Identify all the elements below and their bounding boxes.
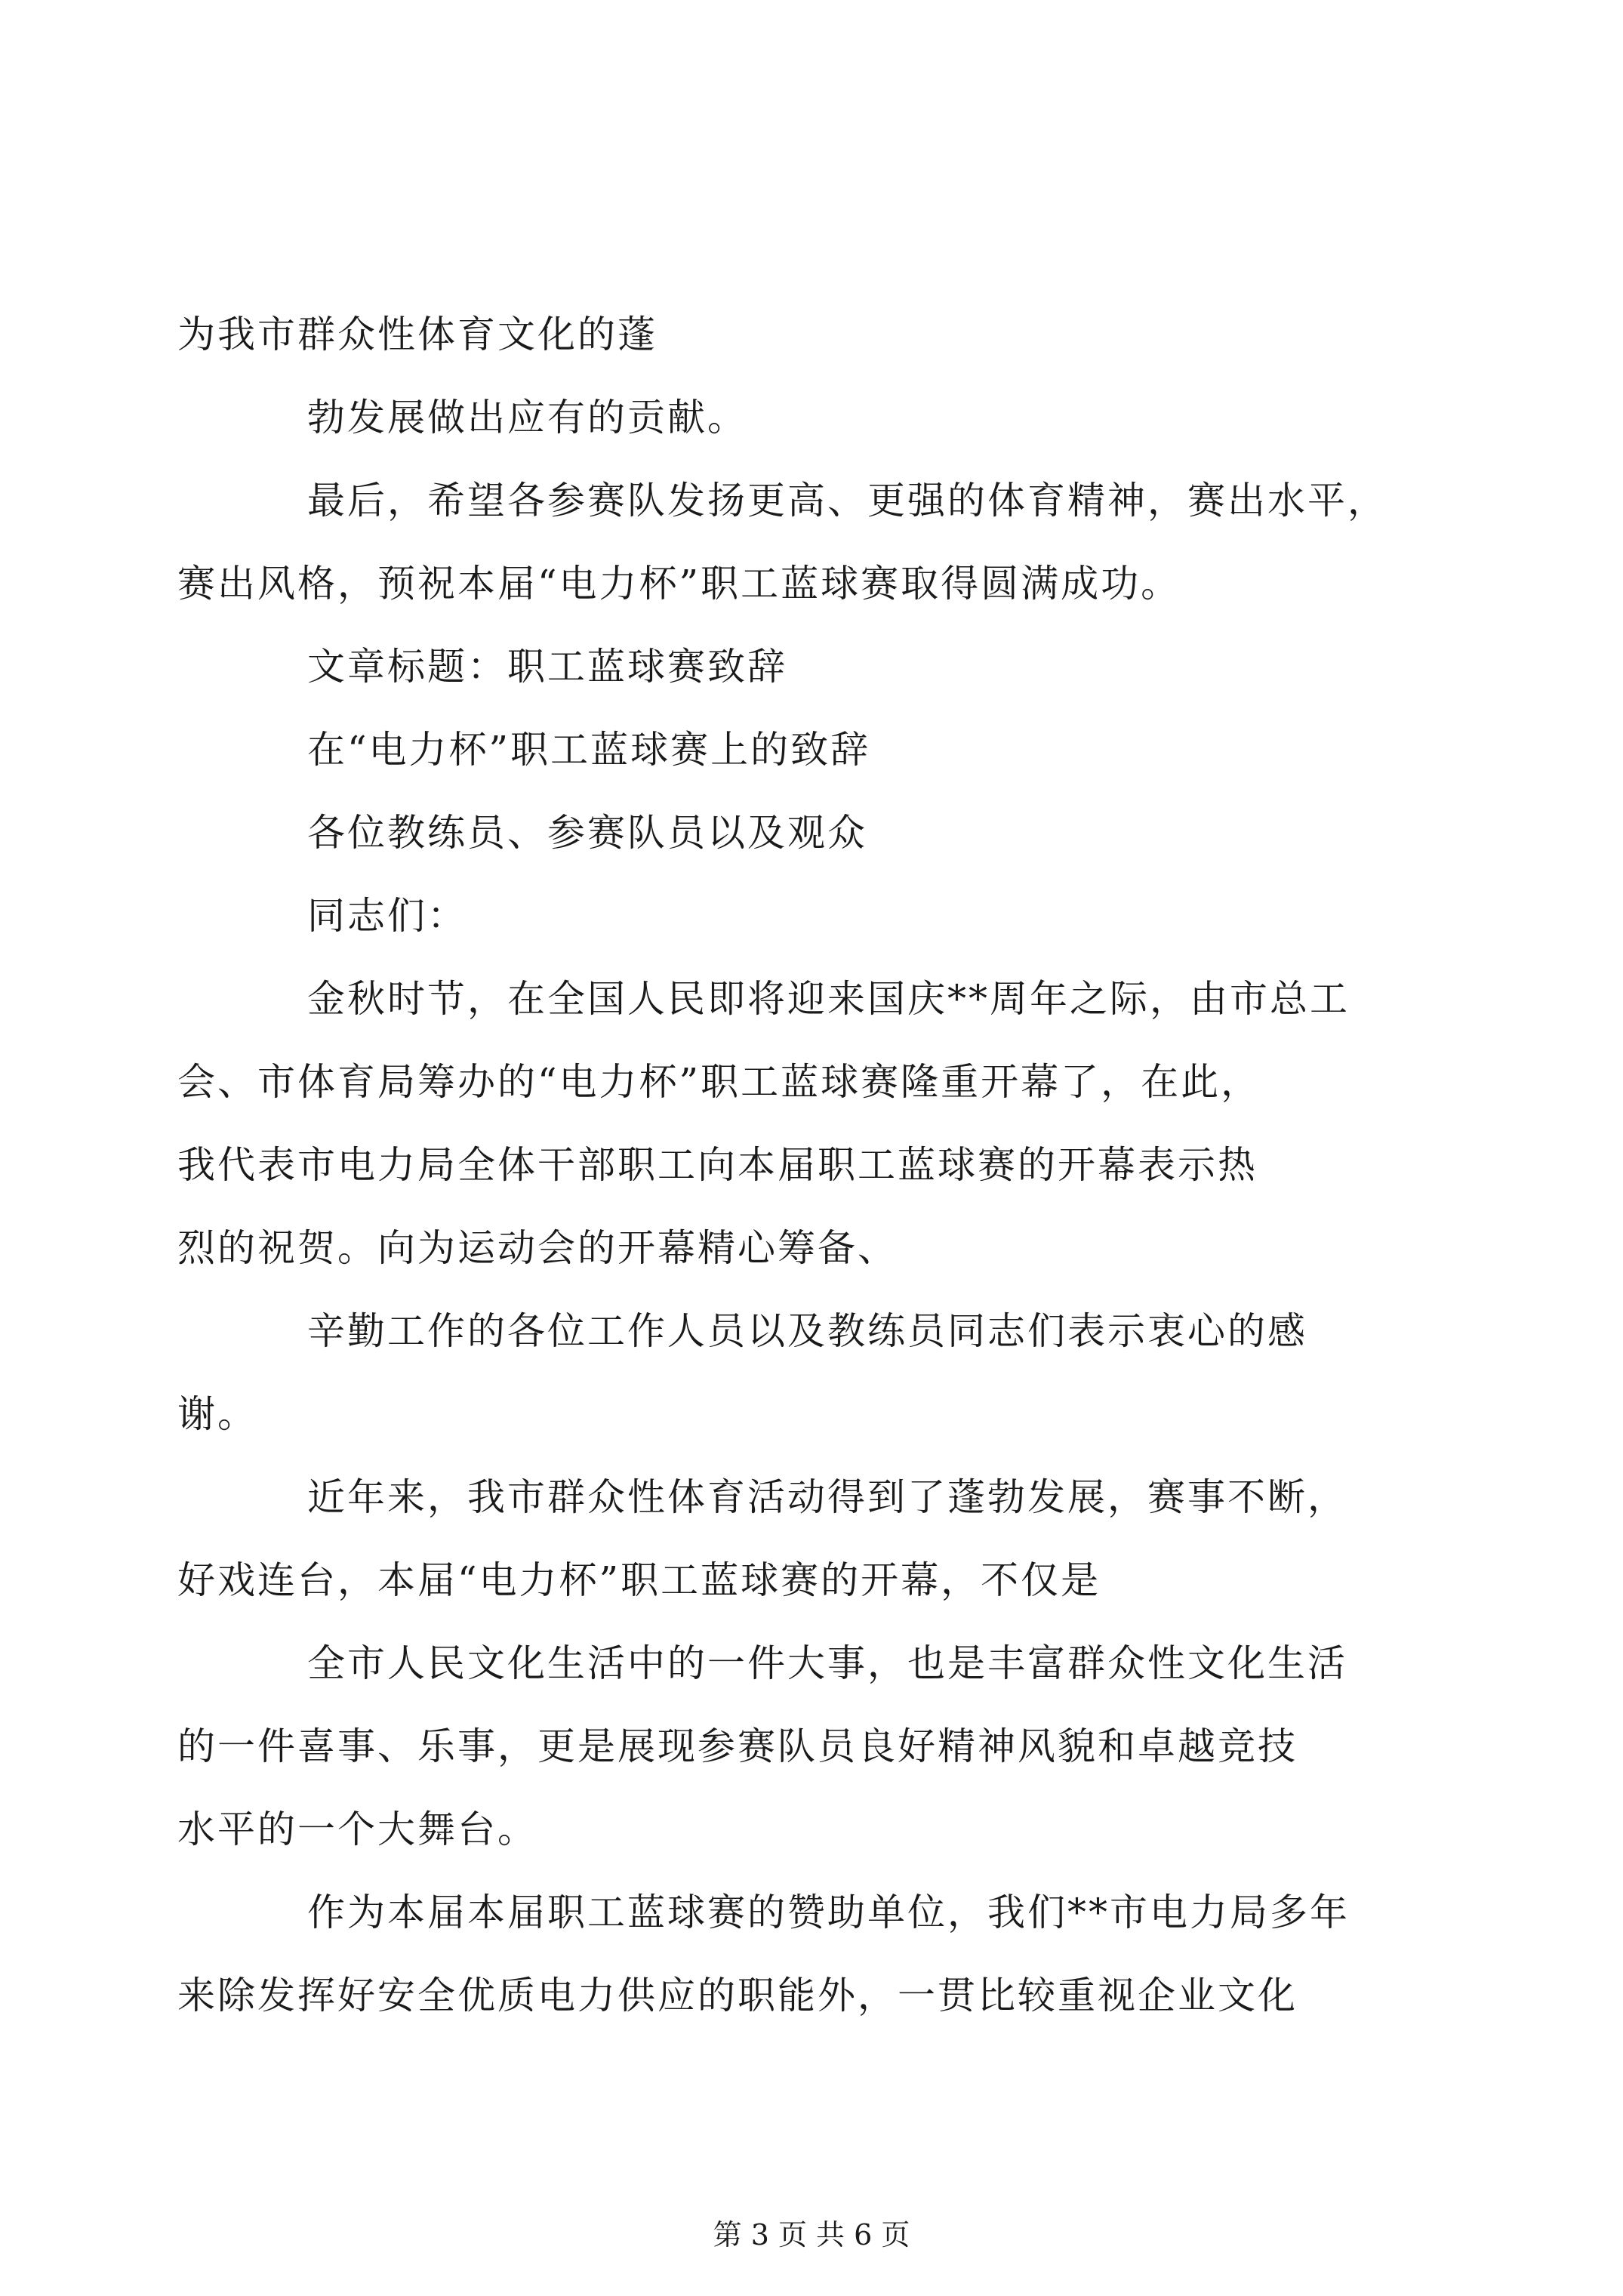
text-line: 赛出风格，预祝本届“电力杯”职工蓝球赛取得圆满成功。 xyxy=(177,562,1181,606)
text-line: 我代表市电力局全体干部职工向本届职工蓝球赛的开幕表示热 xyxy=(177,1143,1258,1187)
document-body xyxy=(177,293,1461,2037)
text-line: 作为本届本届职工蓝球赛的赞助单位，我们**市电力局多年 xyxy=(307,1891,1350,1934)
text-line: 辛勤工作的各位工作人员以及教练员同志们表示衷心的感 xyxy=(307,1309,1307,1353)
text-line: 来除发挥好安全优质电力供应的职能外，一贯比较重视企业文化 xyxy=(177,1974,1298,2017)
text-line: 会、市体育局筹办的“电力杯”职工蓝球赛隆重开幕了，在此， xyxy=(177,1060,1261,1104)
text-line: 近年来，我市群众性体育活动得到了蓬勃发展，赛事不断， xyxy=(307,1475,1347,1519)
text-line: 水平的一个大舞台。 xyxy=(177,1808,537,1851)
text-line: 金秋时节，在全国人民即将迎来国庆**周年之际，由市总工 xyxy=(307,977,1350,1021)
text-line: 最后，希望各参赛队发扬更高、更强的体育精神，赛出水平， xyxy=(307,479,1387,522)
salutation-line: 同志们： xyxy=(307,894,467,938)
salutation-line: 各位教练员、参赛队员以及观众 xyxy=(307,811,867,855)
text-line: 谢。 xyxy=(177,1392,257,1436)
text-line: 为我市群众性体育文化的蓬 xyxy=(177,313,658,356)
speech-title-line: 在“电力杯”职工蓝球赛上的致辞 xyxy=(307,728,871,772)
text-line: 全市人民文化生活中的一件大事，也是丰富群众性文化生活 xyxy=(307,1641,1347,1685)
text-line: 好戏连台，本届“电力杯”职工蓝球赛的开幕，不仅是 xyxy=(177,1558,1101,1602)
text-line: 的一件喜事、乐事，更是展现参赛队员良好精神风貌和卓越竞技 xyxy=(177,1724,1298,1768)
text-line: 勃发展做出应有的贡献。 xyxy=(307,396,747,439)
text-line: 烈的祝贺。向为运动会的开幕精心筹备、 xyxy=(177,1226,898,1270)
page-number-footer: 第 3 页 共 6 页 xyxy=(713,2218,910,2251)
article-title-line: 文章标题：职工蓝球赛致辞 xyxy=(307,645,787,689)
